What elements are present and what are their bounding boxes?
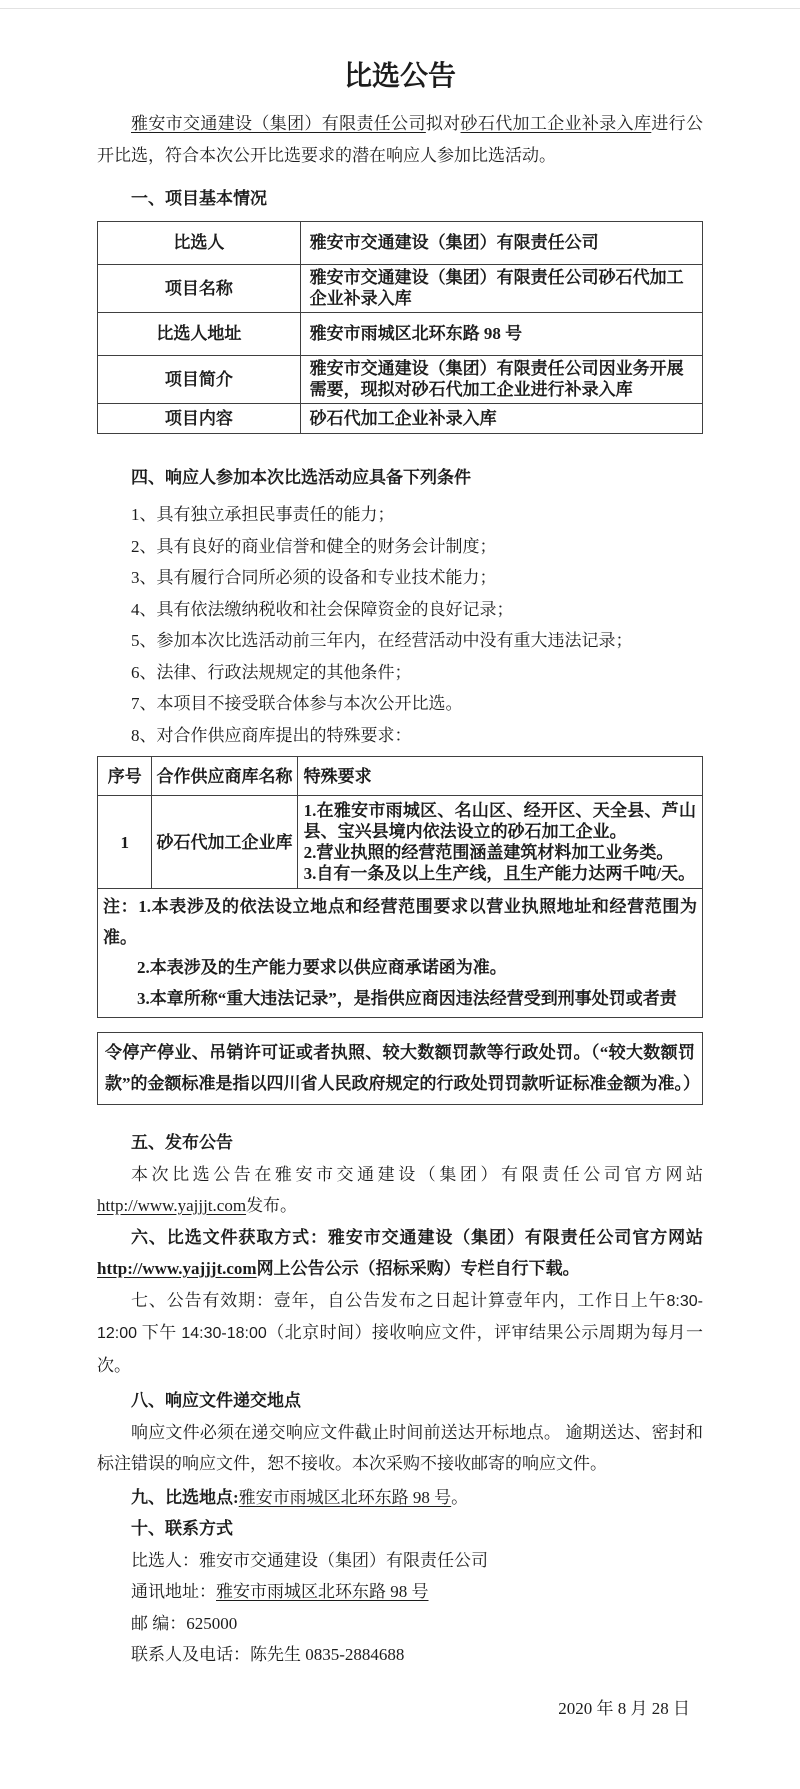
contact-zip-line: 邮 编：625000 [131, 1613, 238, 1633]
validity-paragraph [97, 1285, 703, 1382]
submit-paragraph: 响应文件必须在递交响应文件截止时间前送达开标地点。 逾期送达、密封和标注错误的响应文件，恕不接收。本次采购不接收邮寄的响应文件。 [97, 1422, 703, 1473]
location-address: 雅安市雨城区北环东路 98 号 [238, 1487, 452, 1507]
table-data-row [98, 796, 703, 889]
note-line: 3.本章所称“重大违法记录”，是指供应商因违法经营受到刑事处罚或者责 [137, 988, 677, 1008]
intro-bidder-name: 雅安市交通建设（集团）有限责任公司 [131, 114, 426, 133]
row-value: 砂石代加工企业补录入库 [300, 403, 702, 433]
obtain-paragraph [97, 1222, 703, 1285]
row-value: 雅安市交通建设（集团）有限责任公司砂石代加工企业补录入库 [300, 264, 702, 312]
page-top-edge-line [0, 8, 800, 9]
website-link[interactable]: http://www.yajjjt.com [97, 1196, 247, 1215]
condition-item: 6、法律、行政法规规定的其他条件； [131, 662, 412, 682]
website-link[interactable]: http://www.yajjjt.com [97, 1259, 257, 1278]
validity-mid-text: 下午 [141, 1323, 177, 1342]
basic-info-table [97, 221, 703, 434]
condition-item: 2、具有良好的商业信誉和健全的财务会计制度； [131, 536, 497, 556]
cell-library-name: 砂石代加工企业库 [152, 796, 297, 889]
announcement-document [97, 58, 703, 1724]
cell-serial-number: 1 [98, 796, 152, 889]
obtain-pre-text: 六、比选文件获取方式：雅安市交通建设（集团）有限责任公司官方网站 [131, 1227, 703, 1247]
document-title: 比选公告 [343, 61, 456, 92]
row-label: 项目名称 [98, 264, 301, 312]
requirement-line: 3.自有一条及以上生产线，且生产能力达两千吨/天。 [303, 864, 696, 883]
time-afternoon: 14:30-18:00 [181, 1325, 267, 1342]
special-requirements-table [97, 756, 703, 1018]
column-header-library: 合作供应商库名称 [152, 757, 297, 796]
requirement-line: 2.营业执照的经营范围涵盖建筑材料加工业务类。 [303, 843, 674, 862]
section-heading-contact: 十、联系方式 [131, 1519, 233, 1538]
conditions-list [97, 499, 703, 751]
obtain-post-text: 网上公告公示（招标采购）专栏自行下载。 [256, 1259, 580, 1278]
row-label: 比选人 [98, 221, 301, 264]
location-line [97, 1482, 703, 1514]
cell-special-requirements [297, 796, 702, 889]
table-row [98, 221, 703, 264]
table-row [98, 312, 703, 355]
section-heading-basic-info: 一、项目基本情况 [131, 189, 267, 208]
publish-pre-text: 本次比选公告在雅安市交通建设（集团）有限责任公司官方网站 [131, 1164, 703, 1184]
intro-project-name: 砂石代加工企业补录入库 [460, 114, 652, 133]
location-post-text: 。 [451, 1487, 469, 1507]
requirement-line: 1.在雅安市雨城区、名山区、经开区、天全县、芦山县、宝兴县境内依法设立的砂石加工企业。 [303, 801, 696, 841]
intro-paragraph [97, 108, 703, 171]
contact-person-line: 比选人：雅安市交通建设（集团）有限责任公司 [131, 1550, 488, 1570]
section-heading-submit: 八、响应文件递交地点 [131, 1391, 301, 1410]
table-notes-row [98, 889, 703, 1018]
publish-paragraph [97, 1159, 703, 1222]
condition-item: 7、本项目不接受联合体参与本次公开比选。 [131, 694, 463, 713]
row-value: 雅安市交通建设（集团）有限责任公司因业务开展需要，现拟对砂石代加工企业进行补录入库 [300, 355, 702, 403]
table-row [98, 403, 703, 433]
intro-mid-text: 拟对 [425, 114, 461, 133]
section-heading-conditions: 四、响应人参加本次比选活动应具备下列条件 [131, 467, 471, 487]
column-header-serial: 序号 [98, 757, 152, 796]
row-value: 雅安市交通建设（集团）有限责任公司 [300, 221, 702, 264]
condition-item: 3、具有履行合同所必须的设备和专业技术能力； [131, 568, 497, 587]
notes-continuation-box: 令停产停业、吊销许可证或者执照、较大数额罚款等行政处罚。（“较大数额罚款”的金额标准是指以四川省人民政府规定的行政处罚罚款听证标准金额为准。） [97, 1032, 703, 1105]
table-notes [98, 889, 703, 1018]
contact-address-label: 通讯地址： [131, 1582, 216, 1601]
time-morning: 8:30-12:00 [97, 1292, 703, 1342]
publish-post-text: 发布。 [246, 1196, 298, 1215]
condition-item: 5、参加本次比选活动前三年内，在经营活动中没有重大违法记录； [131, 631, 633, 650]
location-label: 九、比选地点: [131, 1487, 239, 1507]
row-label: 项目内容 [98, 403, 301, 433]
note-line: 2.本表涉及的生产能力要求以供应商承诺函为准。 [137, 958, 507, 977]
row-value: 雅安市雨城区北环东路 98 号 [300, 312, 702, 355]
condition-item: 8、对合作供应商库提出的特殊要求： [131, 725, 412, 745]
table-row [98, 355, 703, 403]
table-row [98, 264, 703, 312]
column-header-special: 特殊要求 [297, 757, 702, 796]
contact-phone-line: 联系人及电话：陈先生 0835-2884688 [131, 1645, 405, 1664]
contact-address-value: 雅安市雨城区北环东路 98 号 [216, 1582, 429, 1601]
condition-item: 4、具有依法缴纳税收和社会保障资金的良好记录； [131, 599, 514, 619]
table-header-row [98, 757, 703, 796]
section-heading-publish: 五、发布公告 [131, 1133, 233, 1152]
condition-item: 1、具有独立承担民事责任的能力； [131, 505, 395, 524]
validity-post-text: （北京时间）接收响应文件，评审结果公示周期为每月一次。 [97, 1323, 704, 1375]
date-line: 2020 年 8 月 28 日 [558, 1698, 690, 1718]
note-line: 注：1.本表涉及的依法设立地点和经营范围要求以营业执照地址和经营范围为准。 [103, 897, 697, 947]
row-label: 项目简介 [98, 355, 301, 403]
intro-post-text: 进行公开比选，符合本次公开比选要求的潜在响应人参加比选活动。 [97, 114, 703, 165]
row-label: 比选人地址 [98, 312, 301, 355]
contact-address-line [97, 1576, 703, 1608]
validity-pre-text: 七、公告有效期：壹年，自公告发布之日起计算壹年内，工作日上午 [131, 1290, 667, 1310]
